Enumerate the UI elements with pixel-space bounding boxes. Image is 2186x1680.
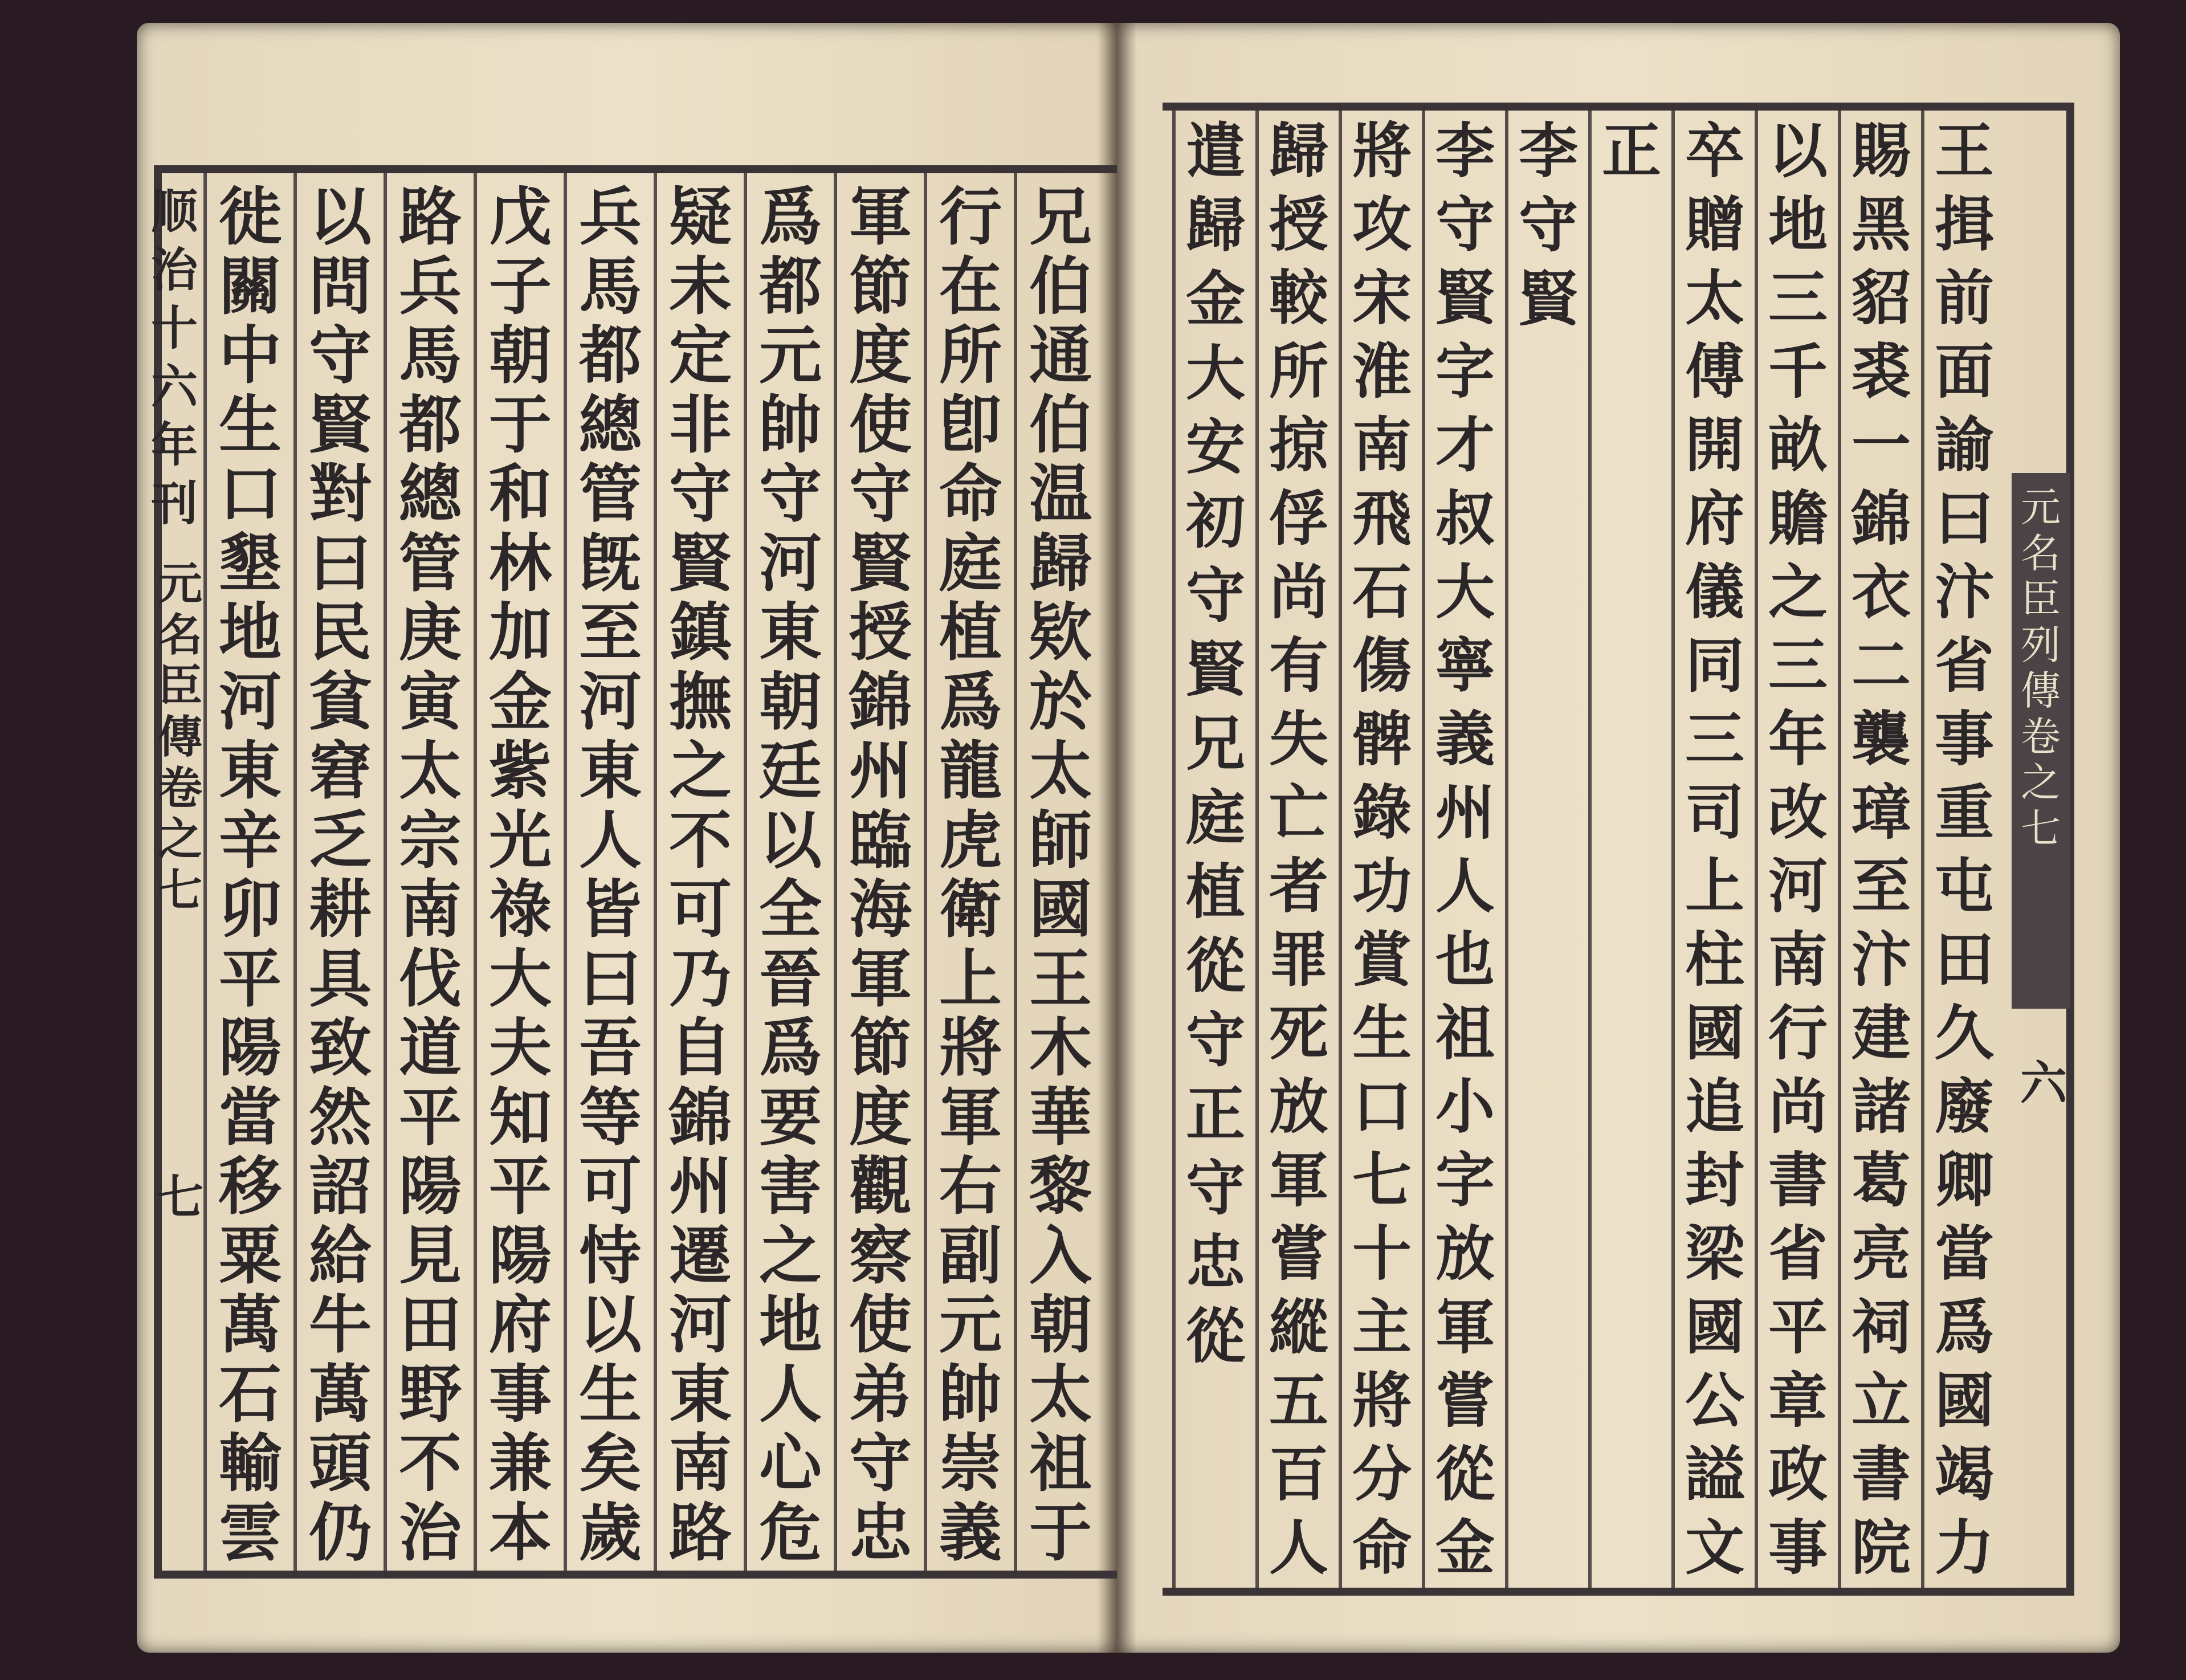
left-folio: 七 bbox=[157, 1170, 204, 1225]
left-margin-title: 元 名 臣 傳 卷 之 七 bbox=[157, 558, 202, 917]
left-column-rule bbox=[203, 171, 207, 1579]
left-margin-header: 顺 治 十 六 年 刊 bbox=[151, 184, 198, 531]
left-column-8: 路 兵 馬 都 總 管 庚 寅 太 宗 南 伐 道 平 陽 見 田 野 不 治 bbox=[399, 180, 462, 1569]
right-column-1: 王 揖 前 面 諭 曰 汴 省 事 重 屯 田 久 廢 卿 當 爲 國 竭 力 bbox=[1934, 116, 1994, 1583]
left-column-3: 軍 節 度 使 守 賢 授 錦 州 臨 海 軍 節 度 觀 察 使 弟 守 忠 bbox=[849, 180, 912, 1569]
right-column-6: 李 守 賢 bbox=[1518, 116, 1578, 334]
right-folio: 六 bbox=[2020, 1056, 2067, 1111]
right-column-5: 正 bbox=[1601, 116, 1661, 186]
left-column-10: 徙 關 中 生 口 墾 地 河 東 辛 卯 平 陽 當 移 粟 萬 石 輸 雲 bbox=[219, 180, 282, 1569]
right-column-7: 李 守 賢 字 才 叔 大 寧 義 州 人 也 祖 小 字 放 軍 嘗 從 金 bbox=[1435, 116, 1495, 1583]
left-column-5: 疑 未 定 非 守 賢 鎮 撫 之 不 可 乃 自 錦 州 遷 河 東 南 路 bbox=[669, 180, 732, 1569]
right-column-9: 歸 授 較 所 掠 俘 尚 有 失 亡 者 罪 死 放 軍 嘗 縱 五 百 人 bbox=[1269, 116, 1328, 1583]
right-column-4: 卒 贈 太 傅 開 府 儀 同 三 司 上 柱 國 追 封 梁 國 公 謚 文 bbox=[1685, 116, 1744, 1583]
right-column-rule bbox=[1172, 103, 1176, 1596]
right-column-3: 以 地 三 千 畝 贍 之 三 年 改 河 南 行 尚 書 省 平 章 政 事 bbox=[1768, 116, 1828, 1583]
right-column-2: 賜 黑 貂 裘 一 錦 衣 二 襲 璋 至 汴 建 諸 葛 亮 祠 立 書 院 bbox=[1851, 116, 1911, 1583]
right-margin-title: 元 名 臣 列 傳 卷 之 七 bbox=[2012, 473, 2070, 1009]
left-column-7: 戊 子 朝 于 和 林 加 金 紫 光 祿 大 夫 知 平 陽 府 事 兼 本 bbox=[489, 180, 552, 1569]
left-column-6: 兵 馬 都 總 管 旣 至 河 東 人 皆 曰 吾 等 可 恃 以 生 矣 歲 bbox=[579, 180, 642, 1569]
left-column-9: 以 問 守 賢 對 曰 民 貧 窘 乏 耕 具 致 然 詔 給 牛 萬 頭 仍 bbox=[309, 180, 372, 1569]
right-column-8: 將 攻 宋 淮 南 飛 石 傷 髀 錄 功 賞 生 口 七 十 主 將 分 命 bbox=[1352, 116, 1412, 1583]
left-column-2: 行 在 所 卽 命 庭 植 爲 龍 虎 衛 上 將 軍 右 副 元 帥 崇 義 bbox=[939, 180, 1002, 1569]
left-column-4: 爲 都 元 帥 守 河 東 朝 廷 以 全 晉 爲 要 害 之 地 人 心 危 bbox=[759, 180, 822, 1569]
right-column-10: 遣 歸 金 大 安 初 守 賢 兄 庭 植 從 守 正 守 忠 從 bbox=[1185, 116, 1245, 1371]
left-column-1: 兄 伯 通 伯 温 歸 欵 於 太 師 國 王 木 華 黎 入 朝 太 祖 于 bbox=[1029, 180, 1092, 1569]
